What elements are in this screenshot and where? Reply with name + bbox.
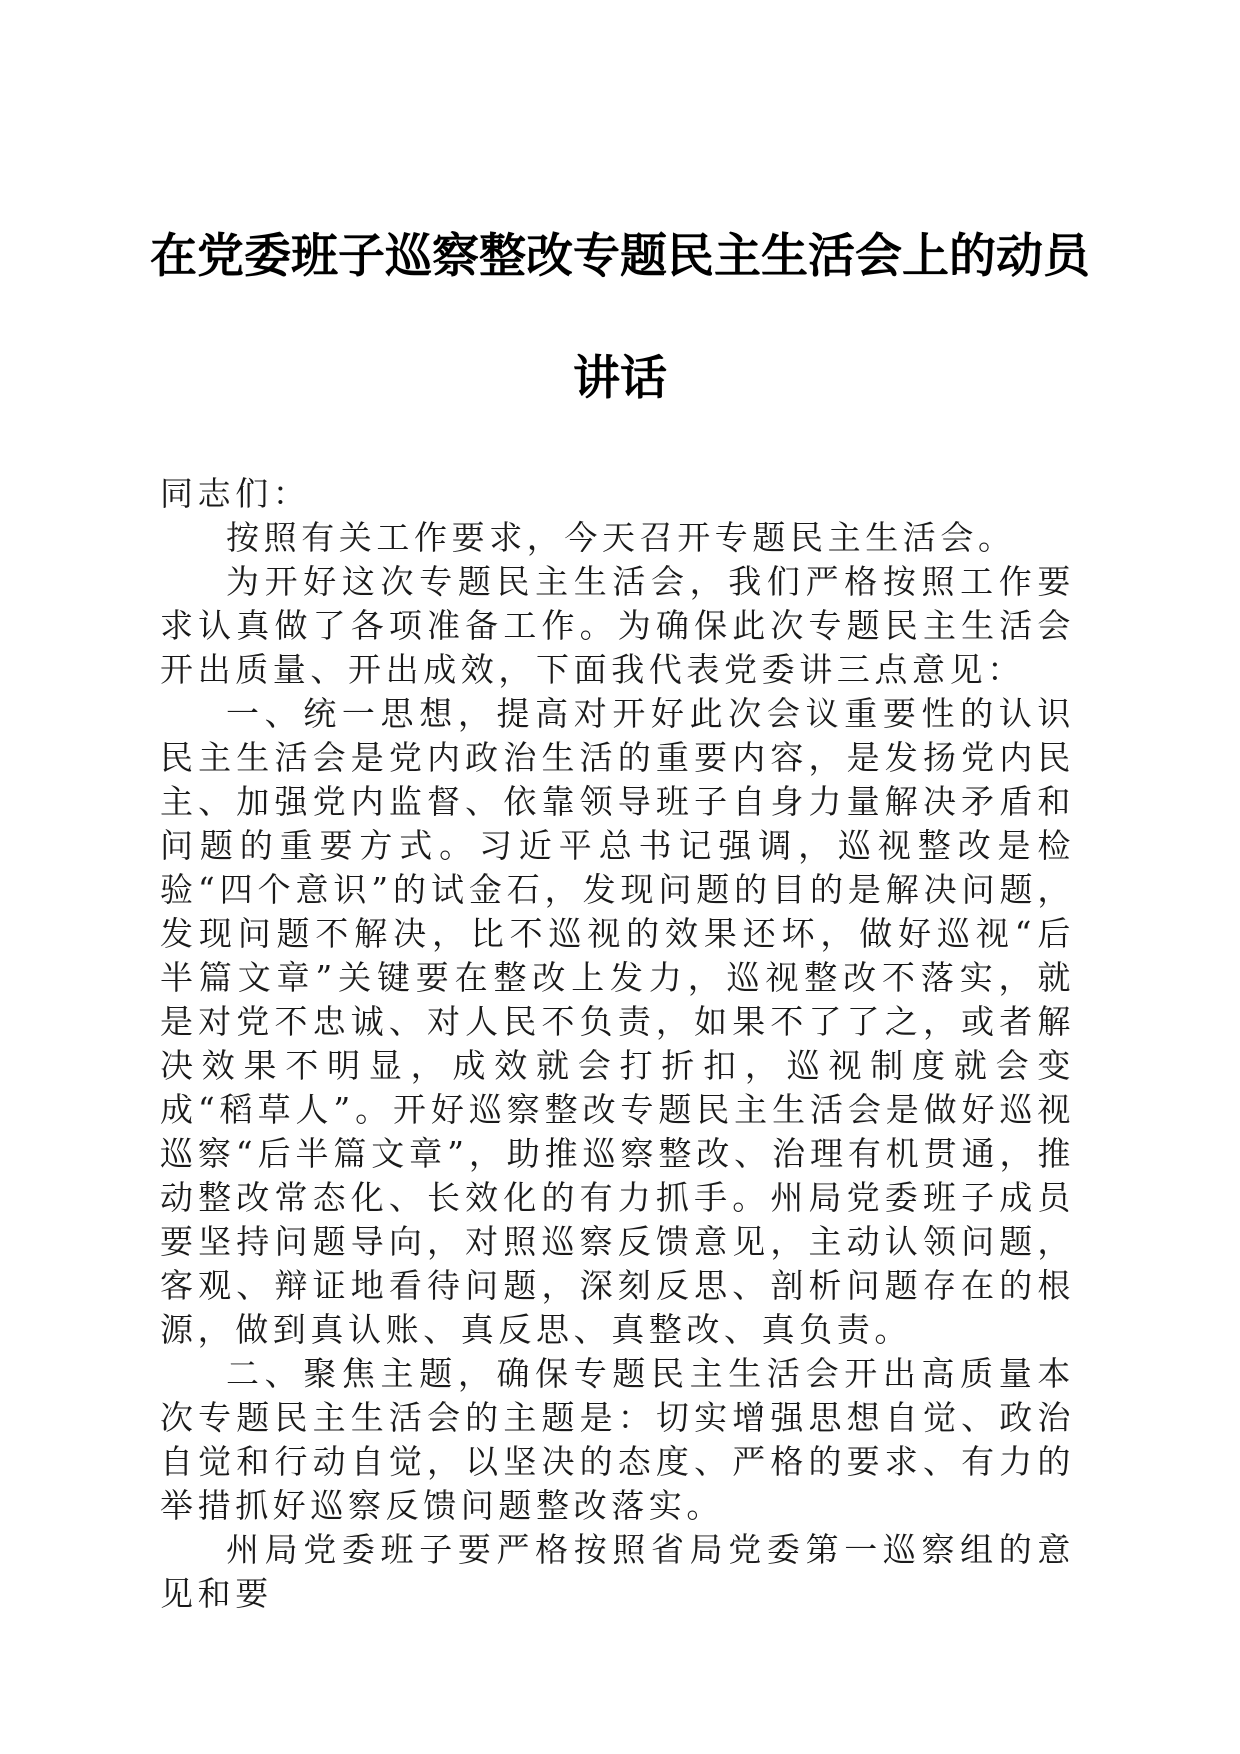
paragraph-5: 州局党委班子要严格按照省局党委第一巡察组的意见和要	[160, 1530, 1075, 1613]
paragraph-3: 一、统一思想，提高对开好此次会议重要性的认识民主生活会是党内政治生活的重要内容，是发扬党内民主、加强党内监督、依靠领导班子自身力量解决矛盾和问题的重要方式。习近平总书记强调，巡视整改是检验“四个意识”的试金石，发现问题的目的是解决问题，发现问题不解决，比不巡视的效果还坏，做好巡视“后半篇文章”关键要在整改上发力，巡视整改不落实，就是对党不忠诚、对人民不负责，如果不了了之，或者解决效果不明显，成效就会打折扣，巡视制度就会变成“稻草人”。开好巡察整改专题民主生活会是做好巡视巡察“后半篇文章”，助推巡察整改、治理有机贯通，推动整改常态化、长效化的有力抓手。州局党委班子成员要坚持问题导向，对照巡察反馈意见，主动认领问题，客观、辩证地看待问题，深刻反思、剖析问题存在的根源，做到真认账、真反思、真整改、真负责。	[160, 694, 1075, 1349]
paragraph-1: 按照有关工作要求，今天召开专题民主生活会。	[226, 518, 1016, 557]
document-title-line-2: 讲话	[573, 351, 667, 406]
paragraph-2: 为开好这次专题民主生活会，我们严格按照工作要求认真做了各项准备工作。为确保此次专题民主生活会开出质量、开出成效，下面我代表党委讲三点意见：	[160, 562, 1075, 689]
document-body	[160, 472, 1075, 1616]
paragraph-4: 二、聚焦主题，确保专题民主生活会开出高质量本次专题民主生活会的主题是：切实增强思想自觉、政治自觉和行动自觉，以坚决的态度、严格的要求、有力的举措抓好巡察反馈问题整改落实。	[160, 1354, 1075, 1525]
salutation: 同志们：	[160, 474, 311, 513]
document-title-line-1: 在党委班子巡察整改专题民主生活会上的动员	[150, 229, 1090, 284]
